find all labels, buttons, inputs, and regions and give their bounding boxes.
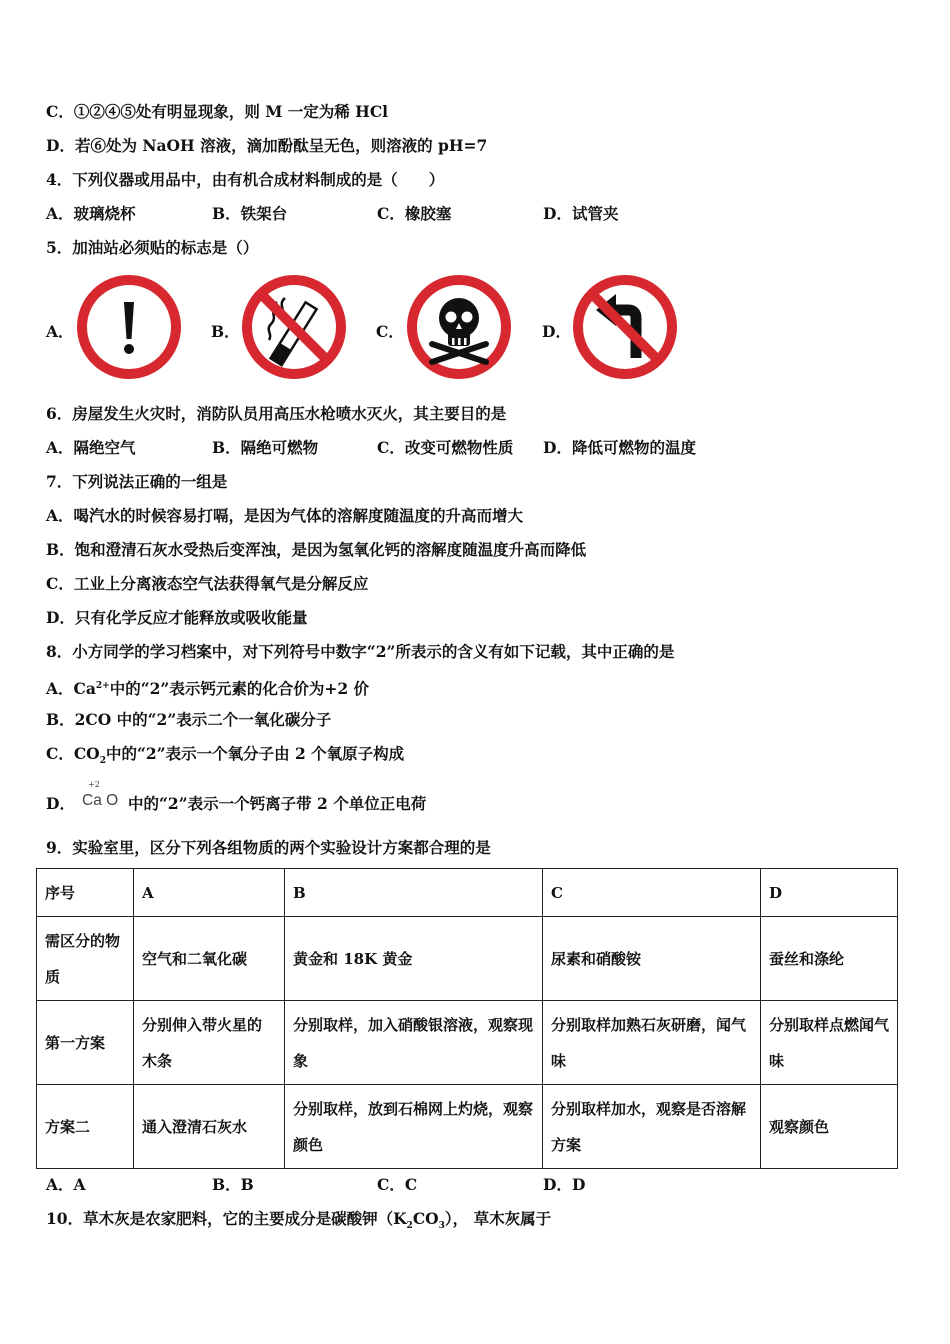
q6-option-a: A．隔绝空气 <box>46 438 136 457</box>
q5-letter-b: B． <box>211 322 240 341</box>
table-row <box>37 1001 898 1085</box>
q5-option-a <box>46 268 196 383</box>
q8-option-b: B．2CO 中的“2”表示二个一氧化碳分子 <box>46 710 332 729</box>
q4-option-a: A．玻璃烧杯 <box>46 204 136 223</box>
q8-stem: 8．小方同学的学习档案中，对下列符号中数字“2”所表示的含义有如下记载，其中正确的是 <box>46 642 675 661</box>
q8-d-valence: +2 <box>88 780 100 789</box>
q10-subscript-2: 2 <box>406 1221 413 1232</box>
q10-stem-prefix: 10．草木灰是农家肥料，它的主要成分是碳酸钾（K <box>46 1209 407 1228</box>
q8-c-prefix: C．CO <box>46 744 100 763</box>
table-cell: 通入澄清石灰水 <box>134 1085 285 1169</box>
table-cell: 尿素和硝酸铵 <box>543 917 761 1001</box>
q10-stem <box>46 1209 551 1236</box>
no-left-turn-sign-icon <box>570 272 680 382</box>
q6-option-c: C．改变可燃物性质 <box>377 438 514 457</box>
no-smoking-sign-icon <box>239 272 349 382</box>
q4-options <box>46 204 846 224</box>
caution-exclamation-sign-icon <box>74 272 184 382</box>
q10-stem-mid: CO <box>412 1209 439 1228</box>
table-header-cell: 序号 <box>37 869 134 917</box>
q7-option-a: A．喝汽水的时候容易打嗝，是因为气体的溶解度随温度的升高而增大 <box>46 506 524 525</box>
q5-letter-d: D． <box>542 322 571 341</box>
table-cell: 分别伸入带火星的木条 <box>134 1001 285 1085</box>
q8-c-subscript: 2 <box>99 756 106 767</box>
table-header-cell: D <box>761 869 898 917</box>
table-cell: 方案二 <box>37 1085 134 1169</box>
q7-option-d: D．只有化学反应才能释放或吸收能量 <box>46 608 308 627</box>
q7-option-b: B．饱和澄清石灰水受热后变浑浊，是因为氢氧化钙的溶解度随温度升高而降低 <box>46 540 587 559</box>
q7-option-c: C．工业上分离液态空气法获得氧气是分解反应 <box>46 574 369 593</box>
q6-option-b: B．隔绝可燃物 <box>212 438 319 457</box>
q5-signs <box>46 268 746 388</box>
q5-option-d <box>542 268 692 383</box>
q10-stem-suffix: ）， 草木灰属于 <box>444 1209 552 1228</box>
q6-options <box>46 438 846 458</box>
q4-option-c: C．橡胶塞 <box>377 204 452 223</box>
q6-stem: 6．房屋发生火灾时，消防队员用高压水枪喷水灭火，其主要目的是 <box>46 404 507 423</box>
q5-option-b <box>211 268 361 383</box>
table-header-cell: B <box>285 869 543 917</box>
toxic-skull-sign-icon <box>404 272 514 382</box>
q3-option-c: C．①②④⑤处有明显现象，则 M 一定为稀 HCl <box>46 102 389 121</box>
q9-stem: 9．实验室里，区分下列各组物质的两个实验设计方案都合理的是 <box>46 838 491 857</box>
q4-stem: 4．下列仪器或用品中，由有机合成材料制成的是（ ） <box>46 170 445 189</box>
q3-option-d: D．若⑥处为 NaOH 溶液，滴加酚酞呈无色，则溶液的 pH=7 <box>46 136 488 155</box>
table-cell: 需区分的物质 <box>37 917 134 1001</box>
q8-c-rest: 中的“2”表示一个氧分子由 2 个氧原子构成 <box>105 744 405 763</box>
q9-option-b: B．B <box>212 1175 254 1194</box>
table-header-cell: A <box>134 869 285 917</box>
table-cell: 分别取样点燃闻气味 <box>761 1001 898 1085</box>
table-cell: 分别取样加水，观察是否溶解方案 <box>543 1085 761 1169</box>
q8-d-formula: Ca O <box>82 792 119 809</box>
q5-letter-c: C． <box>376 322 404 341</box>
q8-a-prefix: A．Ca <box>46 679 96 699</box>
q10-subscript-3: 3 <box>438 1221 445 1232</box>
table-cell: 分别取样，加入硝酸银溶液，观察现象 <box>285 1001 543 1085</box>
table-row <box>37 869 898 917</box>
table-cell: 蚕丝和涤纶 <box>761 917 898 1001</box>
q8-d-letter: D． <box>46 794 75 813</box>
q9-option-a: A．A <box>46 1175 86 1194</box>
q8-d-rest: 中的“2”表示一个钙离子带 2 个单位正电荷 <box>128 794 427 813</box>
table-row <box>37 1085 898 1169</box>
table-cell: 第一方案 <box>37 1001 134 1085</box>
table-cell: 分别取样，放到石棉网上灼烧，观察颜色 <box>285 1085 543 1169</box>
q9-option-d: D．D <box>543 1175 586 1194</box>
table-cell: 分别取样加熟石灰研磨，闻气味 <box>543 1001 761 1085</box>
q4-option-b: B．铁架台 <box>212 204 288 223</box>
q4-option-d: D．试管夹 <box>543 204 619 223</box>
q9-options <box>46 1175 846 1195</box>
q8-option-a <box>46 676 369 699</box>
table-cell: 空气和二氧化碳 <box>134 917 285 1001</box>
q8-a-superscript: 2+ <box>95 681 110 691</box>
q9-table <box>36 868 898 1169</box>
q8-option-c <box>46 744 404 771</box>
q6-option-d: D．降低可燃物的温度 <box>543 438 696 457</box>
q7-stem: 7．下列说法正确的一组是 <box>46 472 228 491</box>
q5-option-c <box>376 268 526 383</box>
table-row <box>37 917 898 1001</box>
q5-letter-a: A． <box>46 322 74 341</box>
q8-option-d <box>46 780 746 812</box>
table-cell: 观察颜色 <box>761 1085 898 1169</box>
q9-option-c: C．C <box>377 1175 418 1194</box>
q8-a-rest: 中的“2”表示钙元素的化合价为+2 价 <box>109 679 370 699</box>
table-header-cell: C <box>543 869 761 917</box>
table-cell: 黄金和 18K 黄金 <box>285 917 543 1001</box>
q5-stem: 5．加油站必须贴的标志是（） <box>46 238 259 257</box>
